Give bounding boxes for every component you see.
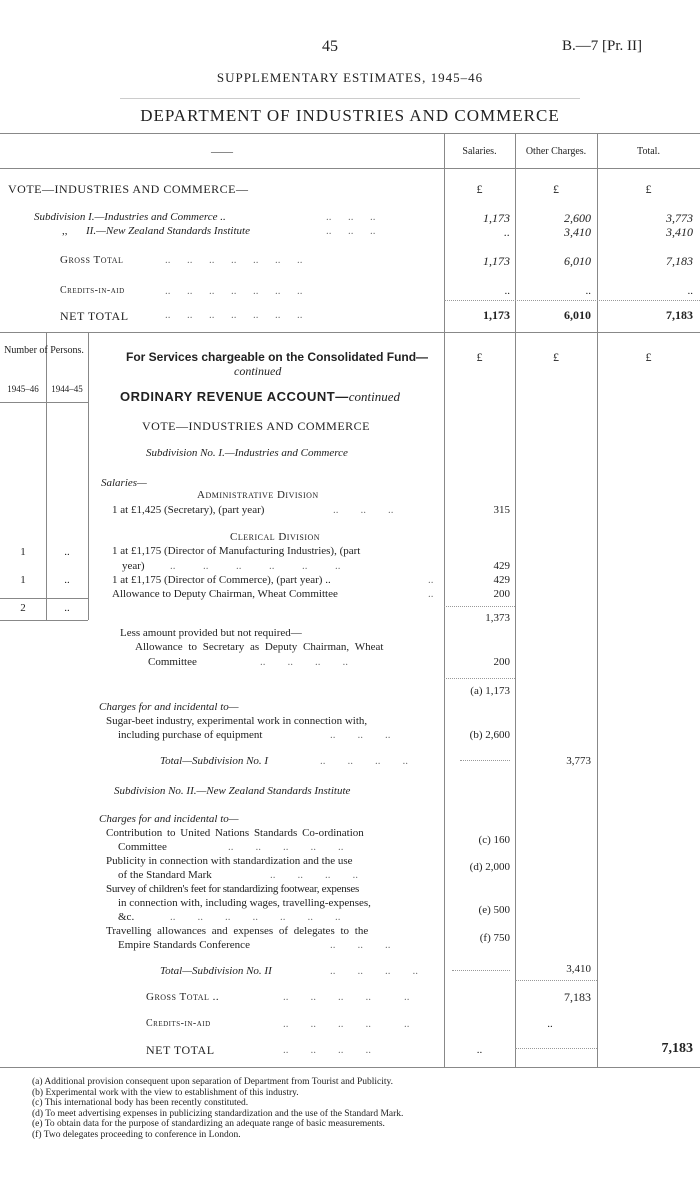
less-allowance-line: Allowance to Secretary as Deputy Chairman, Wheat	[135, 641, 384, 653]
persons-previous-1: ..	[64, 546, 70, 558]
summary-subdivision-1: Subdivision I.—Industries and Commerce ..	[34, 211, 226, 223]
currency-total: £	[645, 182, 652, 196]
total-column-header: Total.	[637, 146, 660, 157]
publicity-line-cont: of the Standard Mark	[118, 869, 212, 881]
summary-credits-label: Credits-in-aid	[60, 285, 125, 296]
clerical-division: Clerical Division	[230, 531, 321, 543]
summary-gross-other: 6,010	[564, 254, 591, 268]
detail-currency-salaries: £	[476, 350, 483, 364]
admin-item: 1 at £1,425 (Secretary), (part year)	[112, 504, 265, 516]
footnote-b: (b) Experimental work with the view to establishment of this industry.	[32, 1087, 299, 1098]
estimates-title: SUPPLEMENTARY ESTIMATES, 1945–46	[216, 70, 484, 85]
persons-previous-total: ..	[64, 602, 70, 614]
detail-gross-amount: 7,183	[564, 990, 591, 1004]
salaries-subtotal: 1,373	[485, 612, 510, 624]
year-1944-45: 1944–45	[51, 384, 83, 394]
document-reference: B.—7 [Pr. II]	[562, 38, 642, 54]
detail-subdivision-1: Subdivision No. I.—Industries and Commerce	[146, 447, 348, 459]
sugar-beet-line-cont: including purchase of equipment	[118, 729, 263, 741]
detail-subdivision-2: Subdivision No. II.—New Zealand Standards Institute	[114, 785, 351, 797]
summary-sub1-other: 2,600	[564, 211, 591, 225]
sugar-beet-amount: (b) 2,600	[469, 729, 510, 741]
survey-amount: (e) 500	[478, 904, 510, 916]
summary-sub1-salaries: 1,173	[483, 211, 510, 225]
clerical-item-2-amount: 429	[493, 574, 510, 586]
un-contribution-amount: (c) 160	[478, 834, 510, 846]
un-contribution-line-cont: Committee	[118, 841, 167, 853]
sugar-beet-line: Sugar-beet industry, experimental work in connection with,	[106, 715, 368, 727]
clerical-item-1: 1 at £1,175 (Director of Manufacturing Industries), (part	[112, 545, 361, 557]
detail-gross-label: Gross Total ..	[146, 991, 220, 1003]
persons-current-total: 2	[20, 602, 26, 614]
footnote-a: (a) Additional provision consequent upon separation of Department from Tourist and Publicity.	[32, 1077, 394, 1087]
footnote-c: (c) This international body has been recently constituted.	[32, 1098, 249, 1108]
persons-header: Number of Persons.	[4, 345, 84, 356]
summary-vote-title: VOTE—INDUSTRIES AND COMMERCE—	[8, 182, 249, 196]
net-salaries-amount: (a) 1,173	[470, 685, 510, 697]
currency-other: £	[553, 182, 559, 196]
survey-line: Survey of children's feet for standardizing footwear, expenses	[106, 883, 359, 895]
summary-gross-salaries: 1,173	[483, 254, 510, 268]
footnote-e: (e) To obtain data for the purpose of standardizing an adequate range of basic measurements.	[32, 1119, 385, 1129]
other-charges-column-header: Other Charges.	[525, 146, 587, 157]
clerical-item-2: 1 at £1,175 (Director of Commerce), (part year) ..	[112, 574, 331, 586]
summary-subdivision-2: II.—New Zealand Standards Institute	[86, 225, 250, 237]
detail-credits-value: ..	[547, 1018, 553, 1030]
detail-net-amount: 7,183	[661, 1041, 693, 1056]
summary-net-other: 6,010	[564, 308, 591, 322]
persons-previous-2: ..	[64, 574, 70, 586]
allowance-item: Allowance to Deputy Chairman, Wheat Committee	[112, 588, 338, 600]
summary-sub1-total: 3,773	[666, 211, 693, 225]
total-subdivision-1-label: Total—Subdivision No. I	[160, 755, 269, 767]
salaries-column-header: Salaries.	[462, 146, 497, 157]
total-subdivision-1-amount: 3,773	[566, 755, 591, 767]
persons-current-1: 1	[20, 546, 26, 558]
less-committee-line: Committee	[148, 656, 197, 668]
summary-net-salaries: 1,173	[483, 308, 510, 322]
summary-gross-label: Gross Total	[60, 254, 124, 266]
survey-line-cont-2: &c.	[118, 911, 135, 923]
clerical-item-1-amount: 429	[493, 560, 510, 572]
detail-vote-title: VOTE—INDUSTRIES AND COMMERCE	[142, 419, 371, 433]
detail-net-label: NET TOTAL	[146, 1043, 215, 1057]
un-contribution-line: Contribution to United Nations Standards Co-ordination	[106, 827, 364, 839]
salaries-label: Salaries—	[101, 477, 147, 489]
publicity-amount: (d) 2,000	[469, 861, 510, 873]
summary-gross-total: 7,183	[666, 254, 693, 268]
clerical-item-1-cont: year)	[122, 560, 145, 572]
summary-credits-salaries: ..	[504, 285, 510, 297]
footnotes	[32, 1077, 403, 1140]
detail-currency-other: £	[553, 350, 559, 364]
heading-continued: continued	[234, 364, 282, 378]
persons-current-2: 1	[20, 574, 26, 586]
summary-sub2-total: 3,410	[666, 225, 693, 239]
travelling-line-cont: Empire Standards Conference	[118, 939, 250, 951]
less-provided-label: Less amount provided but not required—	[120, 627, 302, 639]
travelling-line: Travelling allowances and expenses of delegates to the	[106, 925, 369, 937]
summary-sub2-other: 3,410	[564, 225, 591, 239]
detail-credits-label: Credits-in-aid	[146, 1018, 211, 1029]
page-number: 45	[322, 38, 338, 55]
description-column-header: ——	[211, 146, 233, 158]
consolidated-fund-heading: For Services chargeable on the Consolidated Fund—	[126, 350, 429, 364]
summary-credits-other: ..	[585, 285, 591, 297]
currency-salaries: £	[476, 182, 483, 196]
year-1945-46: 1945–46	[7, 384, 39, 394]
allowance-amount: 200	[493, 588, 510, 600]
ordinary-revenue-account: ORDINARY REVENUE ACCOUNT—continued	[120, 389, 400, 404]
summary-credits-total: ..	[687, 285, 693, 297]
detail-net-dots: ..	[476, 1044, 483, 1056]
less-amount: 200	[493, 656, 510, 668]
footnote-f: (f) Two delegates proceeding to conference in London.	[32, 1129, 241, 1140]
summary-net-total: 7,183	[666, 308, 693, 322]
summary-sub2-salaries: ..	[504, 225, 510, 239]
publicity-line: Publicity in connection with standardization and the use	[106, 855, 353, 867]
total-subdivision-2-label: Total—Subdivision No. II	[160, 965, 272, 977]
travelling-amount: (f) 750	[479, 932, 510, 944]
summary-net-label: NET TOTAL	[60, 309, 129, 323]
admin-amount: 315	[493, 504, 510, 516]
survey-line-cont: in connection with, including wages, travelling-expenses,	[118, 897, 371, 909]
footnote-d: (d) To meet advertising expenses in publicizing standardization and the use of the Standard Mark.	[32, 1108, 404, 1119]
charges-label-1: Charges for and incidental to—	[99, 701, 239, 713]
charges-label-2: Charges for and incidental to—	[99, 813, 239, 825]
detail-currency-total: £	[645, 350, 652, 364]
administrative-division: Administrative Division	[197, 489, 319, 501]
department-title: DEPARTMENT OF INDUSTRIES AND COMMERCE	[140, 106, 560, 125]
total-subdivision-2-amount: 3,410	[566, 963, 591, 975]
